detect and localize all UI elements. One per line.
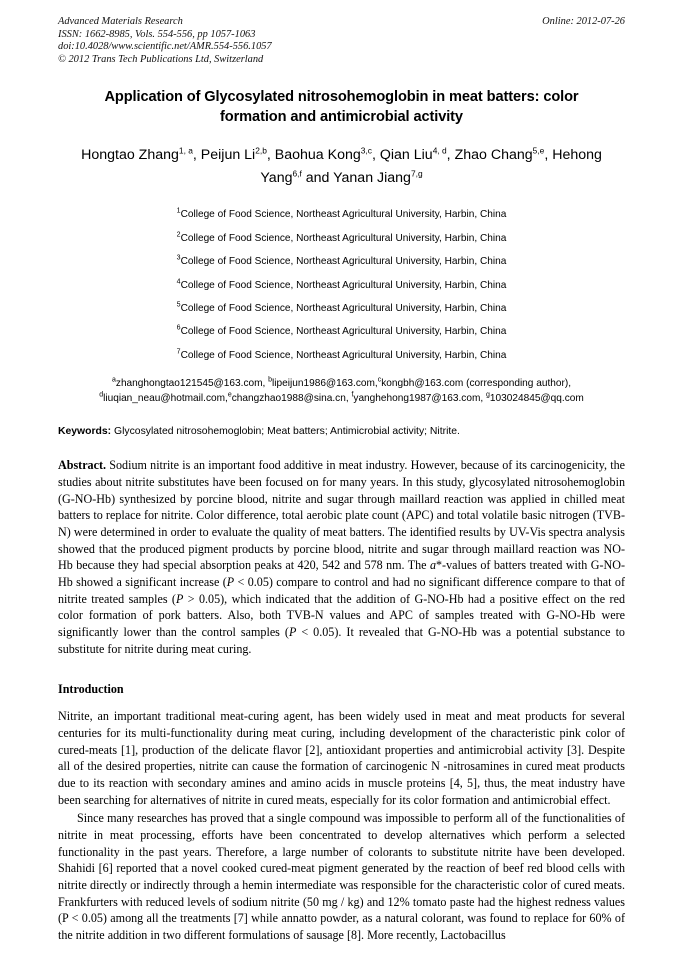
email-separator: ,	[345, 392, 352, 404]
author-separator: ,	[266, 147, 275, 164]
affiliation-text: College of Food Science, Northeast Agricultural University, Harbin, China	[180, 209, 507, 221]
affiliation-item	[62, 227, 622, 250]
author-name: Qian Liu	[379, 147, 433, 164]
abstract-italic-term: a	[429, 558, 436, 573]
email-address: lipeijun1986@163.com	[272, 378, 375, 390]
email-address: zhanghongtao121545@163.com	[115, 378, 263, 390]
affiliation-text: College of Food Science, Northeast Agricultural University, Harbin, China	[180, 279, 507, 291]
author-name: Hongtao Zhang	[81, 147, 179, 164]
abstract-italic-term: P	[226, 575, 235, 589]
email-list	[62, 377, 622, 406]
author-name: Peijun Li	[200, 147, 256, 164]
author-name: Yanan Jiang	[333, 170, 411, 187]
affiliation-text: College of Food Science, Northeast Agricultural University, Harbin, China	[180, 349, 507, 361]
affiliation-text: College of Food Science, Northeast Agricultural University, Harbin, China	[180, 232, 507, 244]
affiliation-marker: 6	[176, 325, 181, 333]
abstract-italic-term: P	[288, 624, 297, 639]
author-name: Zhao Chang	[454, 147, 533, 164]
affiliation-marker: 4	[176, 278, 181, 286]
abstract-body: Sodium nitrite is an important food additive in meat industry. However, because of its carcinogenicity, the studies about nitrite substitutes have been focused on for many years. In this study, glycosylated nitrosohemoglobin (G-NO-Hb) synthesized by porcine blood, nitrite and sugar through maillard reaction was applied in chilled meat batters to replace for nitrite. Color difference, total aerobic plate count (APC) and total volatile basic nitrogen (TVB-N) were determined in order to evaluate the quality of meat batters. The identified results by UV-Vis spectra analysis showed that the produced pigment products by porcine blood, nitrite and sugar through maillard reaction was NO-Hb because they had special absorption peaks at 420, 542 and 578 nm. The a*-values of batters treated with G-NO-Hb showed a significant increase (P < 0.05) compare to control and had no significant difference compare to that of nitrite treated samples (P > 0.05), which indicated that the addition of G-NO-Hb had a positive effect on the red color formation of pork batters. Also, both TVB-N values and APC of samples treated with G-NO-Hb were significantly lower than the control samples (P < 0.05). It revealed that G-NO-Hb was a potential substance to substitute for nitrite during meat curing.	[58, 458, 625, 656]
author-affiliation-marker: 4, d	[432, 145, 447, 156]
keywords-label: Keywords:	[58, 426, 112, 438]
email-separator: ,	[568, 378, 572, 390]
author-separator: ,	[544, 147, 553, 164]
email-marker: b	[268, 376, 273, 384]
section-heading-introduction: Introduction	[58, 682, 124, 697]
journal-copyright: © 2012 Trans Tech Publications Ltd, Switzerland	[58, 53, 264, 65]
affiliation-item	[62, 250, 622, 273]
affiliation-item	[62, 344, 622, 367]
abstract-italic-term: P	[175, 591, 184, 606]
affiliation-item	[62, 297, 622, 320]
online-publication-date: Online: 2012-07-26	[542, 16, 625, 27]
affiliation-item	[62, 320, 622, 343]
affiliation-text: College of Food Science, Northeast Agricultural University, Harbin, China	[180, 303, 507, 314]
author-separator: ,	[192, 147, 201, 164]
affiliation-marker: 7	[176, 348, 181, 356]
affiliation-item	[62, 203, 622, 226]
abstract-label: Abstract.	[58, 458, 107, 473]
author-affiliation-marker: 1, a	[178, 145, 193, 156]
email-marker: e	[227, 391, 232, 399]
keywords-line	[58, 425, 625, 439]
author-affiliation-marker: 3,c	[360, 145, 372, 156]
email-separator: ,	[480, 392, 486, 404]
journal-issn-volume: ISSN: 1662-8985, Vols. 554-556, pp 1057-1063	[58, 28, 256, 40]
email-marker: f	[351, 391, 354, 399]
email-address: 103024845@qq.com	[489, 392, 584, 404]
email-marker: a	[111, 376, 116, 384]
author-separator: and	[301, 170, 334, 187]
journal-name: Advanced Materials Research	[58, 16, 183, 27]
author-affiliation-marker: 5,e	[532, 145, 545, 156]
author-affiliation-marker: 7,g	[410, 168, 423, 179]
email-address: liuqian_neau@hotmail.com	[103, 392, 226, 404]
abstract-paragraph	[58, 457, 625, 657]
affiliation-item	[62, 274, 622, 297]
email-separator: ,	[374, 378, 378, 390]
author-separator: ,	[371, 147, 380, 164]
introduction-paragraph-1: Nitrite, an important traditional meat-curing agent, has been widely used in meat and meat products for several centuries for its multi-functionality during meat curing, including development of the characteristic pink color of cured-meats [1], production of the delicate flavor [2], antioxidant properties and antimicrobial activity [3]. Despite all of the desired properties, nitrite can cause the formation of carcinogenic N -nitrosamines in cured meat products due to its reaction with secondary amines and amino acids in muscle proteins [4, 5], thus, the meat industry have been searching for alternatives of nitrite in cured meats, especially for its color formation and antimicrobial effect.	[58, 709, 625, 807]
author-name: Baohua Kong	[274, 147, 361, 164]
affiliation-text: College of Food Science, Northeast Agricultural University, Harbin, China	[180, 326, 507, 338]
author-separator: ,	[446, 147, 455, 164]
keywords-text: Glycosylated nitrosohemoglobin; Meat batters; Antimicrobial activity; Nitrite.	[114, 426, 460, 438]
author-affiliation-marker: 6,f	[292, 168, 302, 179]
email-address: kongbh@163.com (corresponding author)	[381, 378, 569, 390]
author-name: Hehong Yang	[260, 147, 602, 187]
introduction-paragraph-2: Since many researches has proved that a single compound was impossible to perform all of the functionalities of nitrite in meat processing, efforts have been concentrated to develop alternatives which perform a selected functionality in the past years. Therefore, a large number of colorants to substitute nitrite have been developed. Shahidi [6] reported that a novel cooked cured-meat pigment generated by the reaction of beef red blood cells with nitrite directly or indirectly through a hemin intermediate was responsible for the characteristic color of cured meats. Frankfurters with reduced levels of sodium nitrite (50 mg / kg) and 12% tomato paste had the highest redness values (P < 0.05) among all the treatments [7] while annatto powder, as a natural colorant, was found to replace for 60% of the nitrite addition in two different formulations of sausage [8]. More recently, Lactobacillus	[58, 811, 625, 942]
journal-header	[58, 16, 625, 66]
affiliation-text: College of Food Science, Northeast Agricultural University, Harbin, China	[180, 256, 507, 268]
journal-doi: doi:10.4028/www.scientific.net/AMR.554-556.1057	[58, 41, 272, 53]
author-list	[62, 144, 622, 190]
email-marker: d	[99, 391, 104, 399]
email-separator: ,	[225, 392, 228, 404]
email-marker: c	[377, 376, 382, 384]
author-affiliation-marker: 2,b	[255, 145, 267, 156]
affiliation-marker: 5	[176, 301, 181, 309]
affiliation-marker: 3	[176, 254, 181, 262]
affiliation-marker: 1	[176, 208, 181, 216]
affiliation-marker: 2	[176, 231, 181, 239]
email-address: changzhao1988@sina.cn	[231, 392, 346, 404]
email-marker: g	[486, 391, 490, 399]
email-address: yanghehong1987@163.com	[353, 392, 481, 404]
page-title: Application of Glycosylated nitrosohemoglobin in meat batters: color formation and antimicrobial activity	[104, 89, 579, 125]
email-separator: ,	[262, 378, 269, 390]
affiliation-list	[62, 203, 622, 367]
